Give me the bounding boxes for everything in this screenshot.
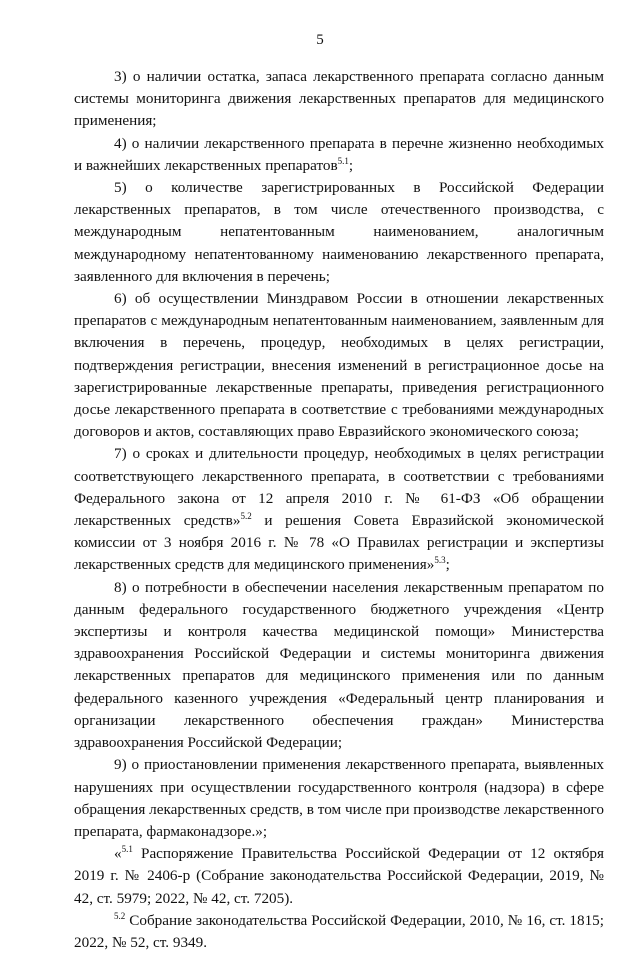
- paragraph-9: 9) о приостановлении применения лекарственного препарата, выявленных нарушениях при осуществлении государственного контроля (надзора) в сфере обращения лекарственных средств, в том числе при производстве лекарственного препарата, фармаконадзоре.»;: [74, 756, 604, 840]
- paragraph-4: 4) о наличии лекарственного препарата в перечне жизненно необходимых и важнейших лекарственных препаратов$^{5.1}$;: [74, 134, 604, 174]
- page-number: 5: [316, 32, 324, 48]
- paragraph-7: 7) о сроках и длительности процедур, необходимых в целях регистрации соответствующего лекарственного препарата, в соответствии с требованиями Федерального закона от 12 апреля 2010 г. № 61-ФЗ «Об обращении лекарственных средств»$^{5.2}$ и решения Совета Евразийской экономической комиссии от 3 ноября 2016 г. № 78 «О Правилах регистрации и экспертизы лекарственных средств для медицинского применения»$^{5.3}$;: [74, 445, 604, 574]
- paragraph-5: 5) о количестве зарегистрированных в Российской Федерации лекарственных препаратов, в том числе отечественного производства, с международным непатентованным наименованием, аналогичным международному непатентованному наименованию лекарственного препарата, заявленного для включения в перечень;: [74, 179, 604, 285]
- footnote-5-2: $^{5.2}$ Собрание законодательства Российской Федерации, 2010, № 16, ст. 1815; 2022, № 52, ст. 9349.: [74, 910, 604, 951]
- paragraph-3: 3) о наличии остатка, запаса лекарственного препарата согласно данным системы мониторинга движения лекарственных препаратов для медицинского применения;: [74, 68, 604, 130]
- footnote-5-1: «$^{5.1}$ Распоряжение Правительства Российской Федерации от 12 октября 2019 г. № 2406-р (Собрание законодательства Российской Федерации, 2019, № 42, ст. 5979; 2022, № 42, ст. 7205).: [74, 844, 604, 907]
- paragraph-6: 6) об осуществлении Минздравом России в отношении лекарственных препаратов с международным непатентованным наименованием, заявленным для включения в перечень, процедур, необходимых в целях регистрации, подтверждения регистрации, внесения изменений в регистрационное досье на зарегистрированные лекарственные препараты, приведения регистрационного досье лекарственного препарата в соответствие с требованиями международных договоров и актов, составляющих право Евразийского экономического союза;: [74, 290, 604, 441]
- paragraph-8: 8) о потребности в обеспечении населения лекарственным препаратом по данным федерального государственного бюджетного учреждения «Центр экспертизы и контроля качества медицинской помощи» Министерства здравоохранения Российской Федерации и системы мониторинга движения лекарственных препаратов для медицинского применения или по данным федерального казенного учреждения «Федеральный центр планирования и организации лекарственного обеспечения граждан» Министерства здравоохранения Российской Федерации;: [74, 578, 604, 752]
- document-body: [74, 66, 604, 954]
